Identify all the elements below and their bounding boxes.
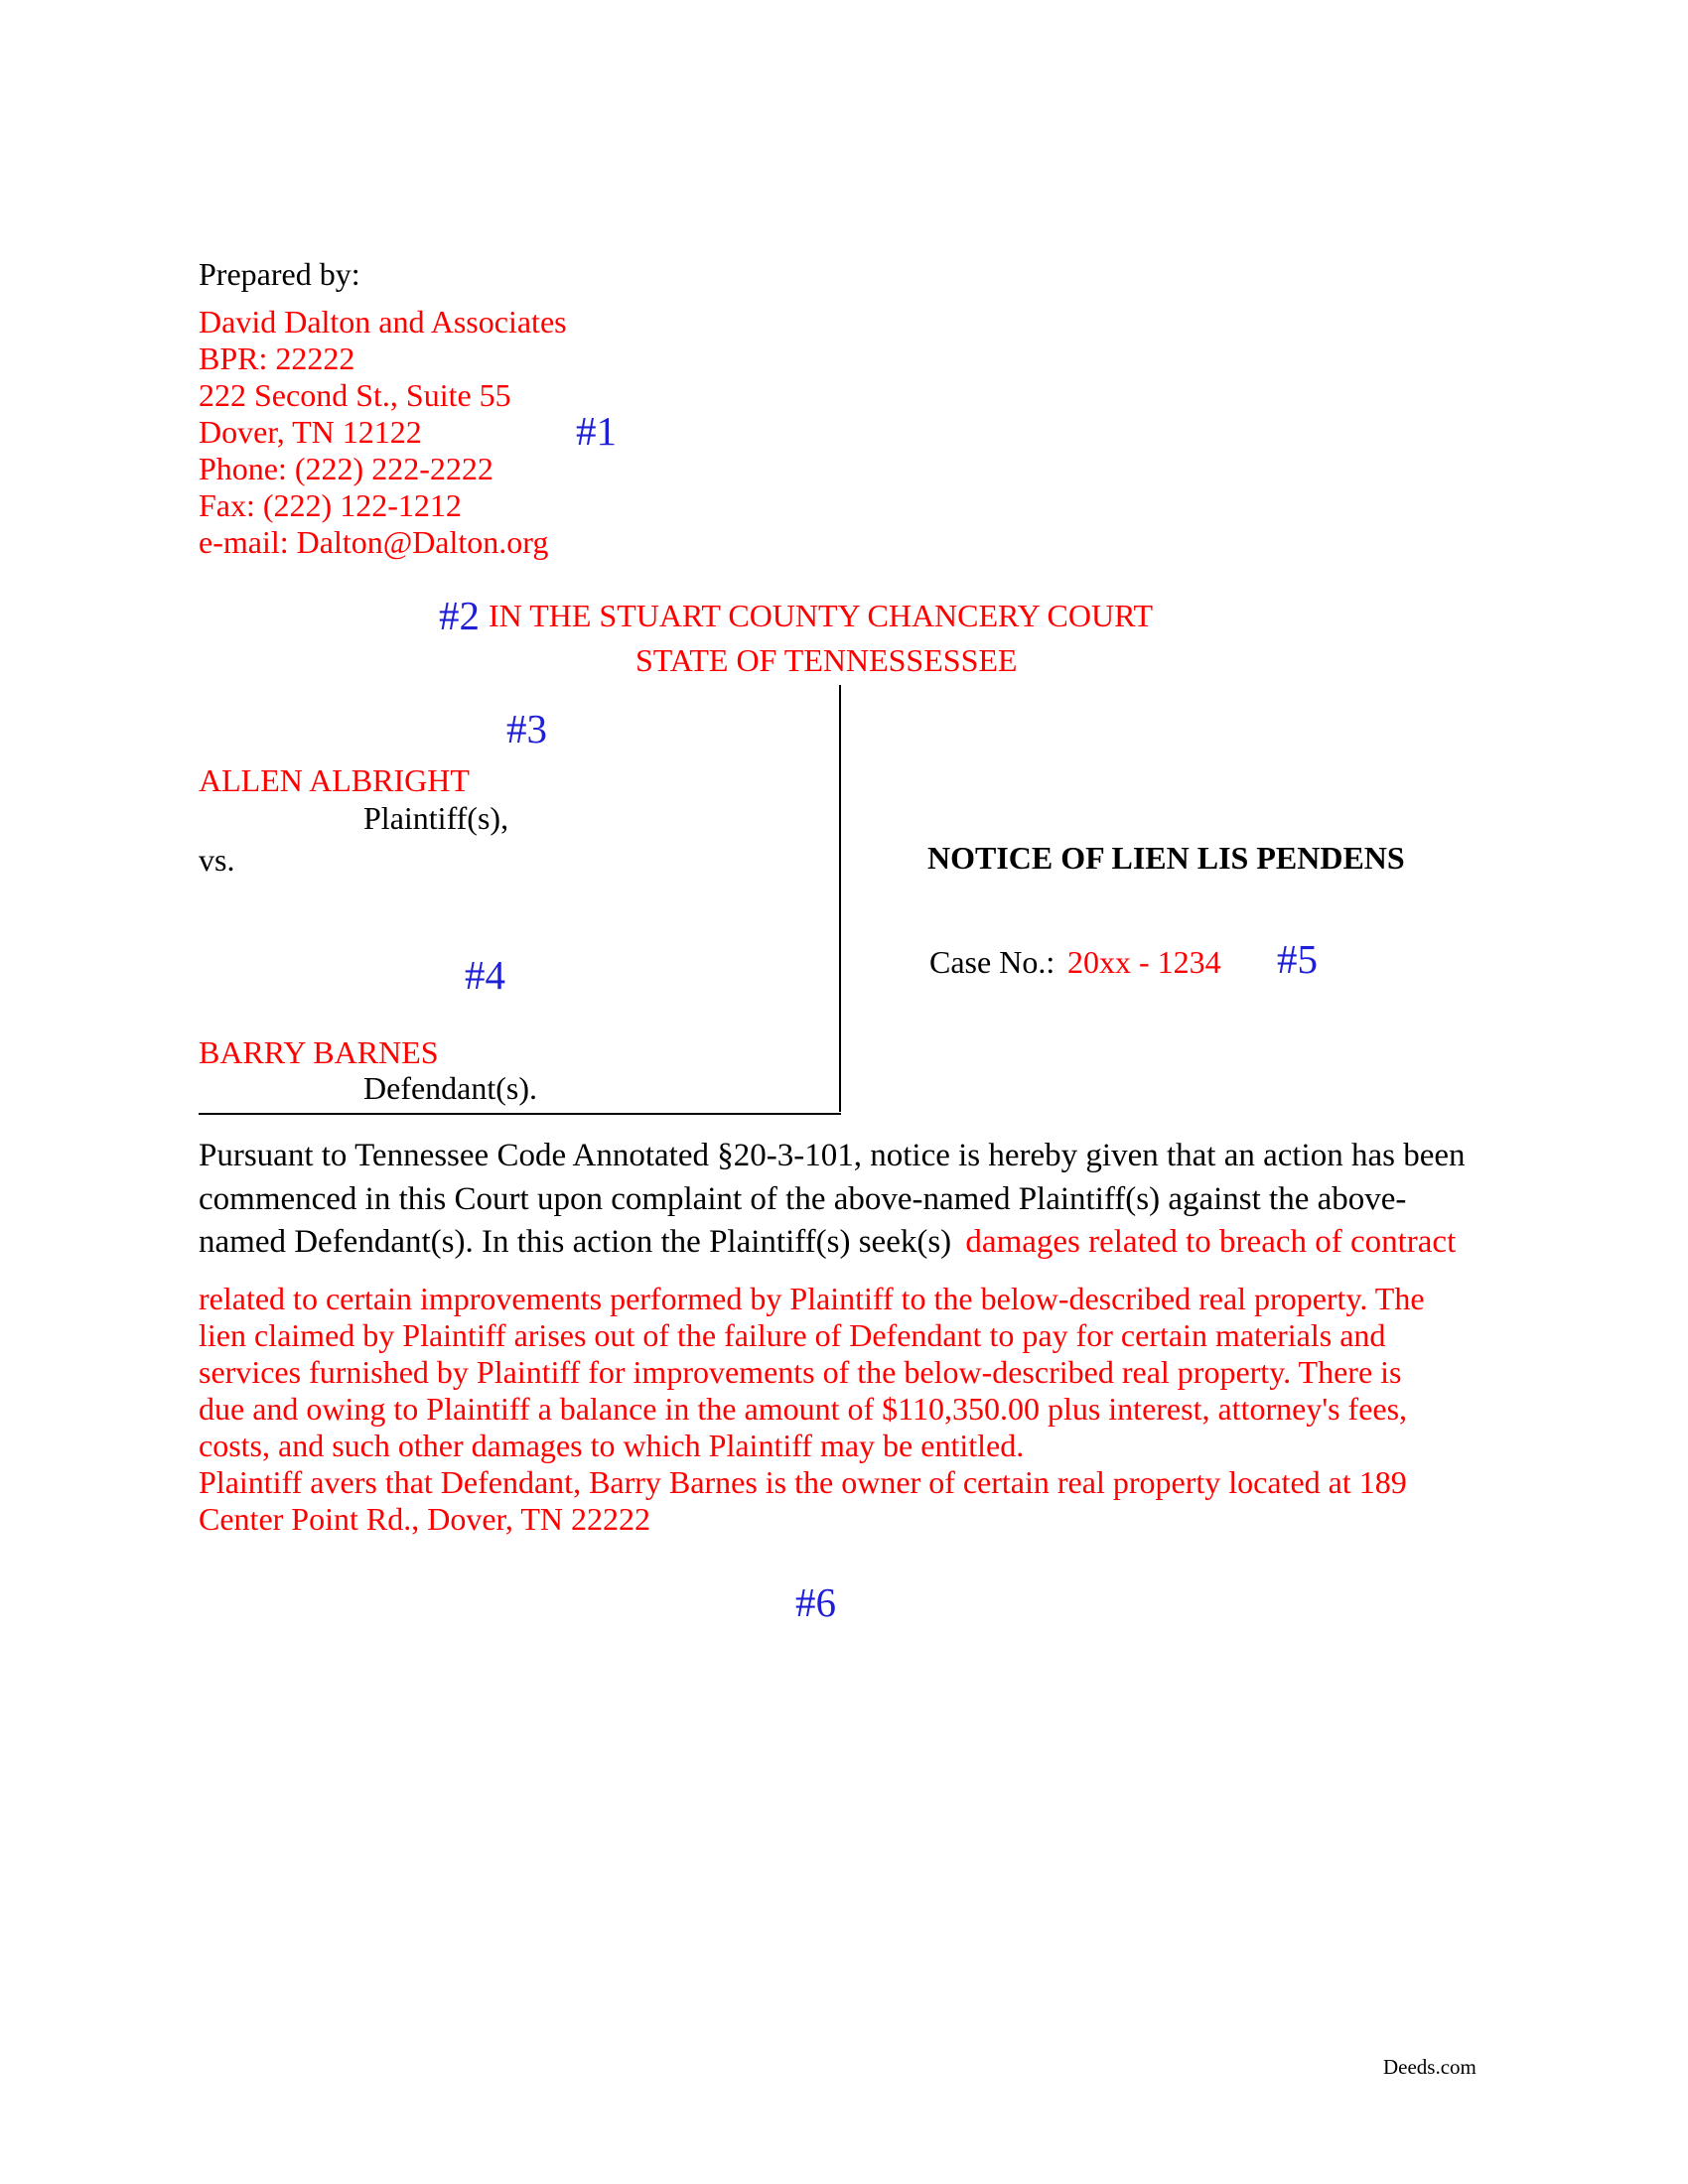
lien-line-4: due and owing to Plaintiff a balance in the amount of $110,350.00 plus interest, attorney's fees, bbox=[199, 1391, 1408, 1427]
property-line-2: Center Point Rd., Dover, TN 22222 bbox=[199, 1501, 650, 1537]
lien-line-3: services furnished by Plaintiff for improvements of the below-described real property. There is bbox=[199, 1354, 1402, 1390]
marker-4: #4 bbox=[465, 952, 505, 998]
lien-line-5: costs, and such other damages to which Plaintiff may be entitled. bbox=[199, 1428, 1025, 1463]
marker-3: #3 bbox=[506, 706, 547, 751]
court-title: IN THE STUART COUNTY CHANCERY COURT bbox=[489, 598, 1154, 633]
marker-6: #6 bbox=[795, 1579, 836, 1625]
preparer-street: 222 Second St., Suite 55 bbox=[199, 377, 511, 413]
preparer-email: e-mail: Dalton@Dalton.org bbox=[199, 524, 549, 560]
case-number-label: Case No.: bbox=[929, 944, 1055, 980]
footer-source: Deeds.com bbox=[1383, 2055, 1477, 2079]
plaintiff-role: Plaintiff(s), bbox=[363, 800, 509, 836]
preparer-phone: Phone: (222) 222-2222 bbox=[199, 451, 493, 486]
case-number-value: 20xx - 1234 bbox=[1067, 944, 1221, 980]
body-line-3-text: named Defendant(s). In this action the Plaintiff(s) seek(s) bbox=[199, 1224, 952, 1260]
caption-divider-vertical bbox=[839, 685, 841, 1112]
relief-sought: damages related to breach of contract bbox=[965, 1224, 1457, 1260]
body-line-2: commenced in this Court upon complaint of the above-named Plaintiff(s) against the above- bbox=[199, 1181, 1407, 1217]
defendant-role: Defendant(s). bbox=[363, 1070, 538, 1106]
preparer-fax: Fax: (222) 122-1212 bbox=[199, 487, 462, 523]
preparer-firm: David Dalton and Associates bbox=[199, 304, 567, 340]
versus-label: vs. bbox=[199, 842, 235, 878]
plaintiff-name: ALLEN ALBRIGHT bbox=[199, 762, 470, 798]
prepared-by-label: Prepared by: bbox=[199, 256, 360, 292]
preparer-bpr: BPR: 22222 bbox=[199, 341, 355, 376]
marker-2: #2 bbox=[439, 593, 480, 638]
lien-line-2: lien claimed by Plaintiff arises out of the failure of Defendant to pay for certain materials and bbox=[199, 1317, 1386, 1353]
notice-title: NOTICE OF LIEN LIS PENDENS bbox=[927, 840, 1405, 876]
body-line-3 bbox=[199, 1224, 1456, 1261]
marker-5: #5 bbox=[1277, 936, 1318, 982]
lien-line-1: related to certain improvements performed by Plaintiff to the below-described real property. The bbox=[199, 1281, 1425, 1316]
property-line-1: Plaintiff avers that Defendant, Barry Barnes is the owner of certain real property located at 189 bbox=[199, 1464, 1407, 1500]
lien-description bbox=[199, 1281, 1499, 1538]
body-line-1: Pursuant to Tennessee Code Annotated §20-3-101, notice is hereby given that an action has been bbox=[199, 1138, 1466, 1173]
marker-1: #1 bbox=[576, 408, 617, 454]
court-state: STATE OF TENNESSESSEE bbox=[635, 642, 1018, 678]
caption-divider-horizontal bbox=[199, 1113, 841, 1115]
defendant-name: BARRY BARNES bbox=[199, 1034, 439, 1070]
preparer-city: Dover, TN 12122 bbox=[199, 414, 422, 450]
